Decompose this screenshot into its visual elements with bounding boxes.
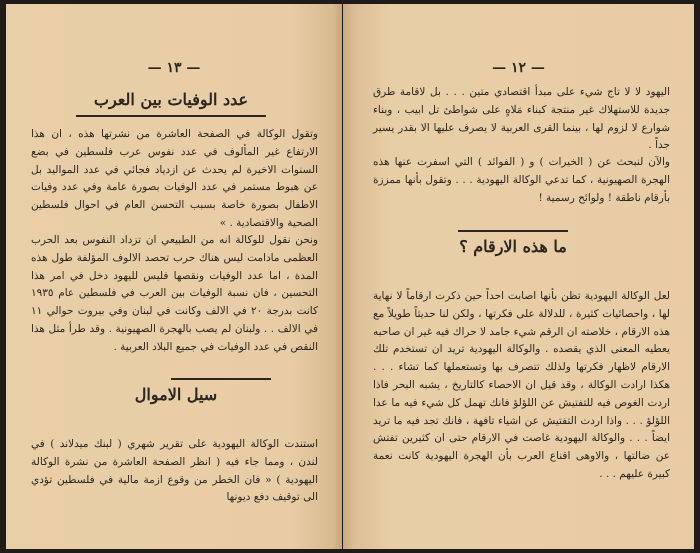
right-paragraph-3: لعل الوكالة اليهودية تظن بأنها اصابت احداً حين ذكرت ارقاماً لا نهاية لها ، واحصائيات كثيرة ، للدلالة على فكرتها ، ولكن لنا حديثاً طويلاً مع هذه الارقام ، خلاصته ان الرقم شيء جامد لا حراك فيه غير ان صاحبه يعطيه المعنى الذي يقصده . والوكالة اليهودية تريد ان تستخدم تلك الارقام لاظهار فكرتها ولذلك تتصرف بها وتستعملها كما تشاء . . . هكذا ارادت الوكالة ، وقد قيل ان الاحصاء كالتاريخ ، يشبه البحر فاذا اردت الغوص فيه للتفتيش عن اللؤلؤ فانك تهمل كل شيء فيه ما عدا اللؤلؤ . . . واذا اردت التفتيش عن اشياء تافهة ، فانك تجد فيه ما تريد ايضاً . . . والوكالة اليهودية غاصت في الارقام حتى ان كثيرين تفتش عن ضالتها ، والاوهى اقناع العرب بأن الهجرة اليهودية كانت نعمة كبيرة عليهم . . . [373,290,670,480]
left-paragraph-2: ونحن نقول للوكالة انه من الطبيعي ان تزداد النفوس بعد الحرب العظمى مادامت ليس هناك حرب تحصد الالوف المؤلفة طول هذه المدة ، اما عدد الوفيات ونقصها فليس لليهود دخل في امر هذا التحسين ، فان نسبة الوفيات بين العرب في فلسطين عام ١٩٣٥ كانت بدرجة ٢٠ في الالف وكانت في لبنان وفي بيروت حوالي ١١ في الالف . . ولبنان لم يصب بالهجرة الصهيونية . وقد طرأ مثل هذا النقص في عدد الوفيات في جميع البلاد العربية . [31,234,318,353]
left-page-number: — ١٣ — [147,60,201,76]
book-spread [6,4,694,549]
right-page [343,4,694,549]
right-paragraph-2: والآن لنبحث عن ( الخيرات ) و ( الفوائد ) التي اسفرت عنها هذه الهجرة الصهيونية ، كما تدعي الوكالة اليهودية . . . وتقول بأنها ممززة بأرقام ناطقة ! ولوائح رسمية ! [373,156,670,204]
left-heading-underline [76,115,266,117]
left-page [6,4,342,549]
right-page-number: — ١٢ — [492,60,545,76]
left-heading-deaths: عدد الوفيات بين العرب [93,90,249,109]
left-heading-money: سيل الاموال [134,385,218,404]
left-section-rule [171,378,271,380]
right-section-rule [458,230,568,232]
right-heading-numbers: ما هذه الارقام ؟ [459,237,567,256]
right-paragraph-1: اليهود لا لا تاج شيء على مبدأ اقتصادي متين . . . بل لاقامة طرق جديدة للاستهلاك غير منتجة كبناء مَلاهٍ على شواطئ تل ابيب ، وبناء شوارع لا لزوم لها ، بينما القرى العربية لا يصرف عليها الا بقدر يسير جداً . [373,86,670,152]
left-paragraph-1: وتقول الوكالة في الصفحة العاشرة من نشرتها هذه ، ان هذا الارتفاع غير المألوف في عدد نفوس عرب فلسطين في بضع السنوات الاخيرة لم يحدث عن ازدياد فجائي في عدد المواليد بل عن هبوط مستمر في عدد الوفيات بصورة عامة وفي عدد وفيات الاطفال بصورة خاصة بسبب التحسن العام في احوال فلسطين الصحية والاقتصادية . » [31,128,318,229]
left-paragraph-3: استندت الوكالة اليهودية على تقرير شهري ( لبنك ميدلاند ) في لندن ، ومما جاء فيه ( انظر الصفحة العاشرة من نشرة الوكالة اليهودية ) « فان الخطر من وقوع ازمة مالية في فلسطين تؤدي الى توقيف دفع ديونها [31,438,318,504]
